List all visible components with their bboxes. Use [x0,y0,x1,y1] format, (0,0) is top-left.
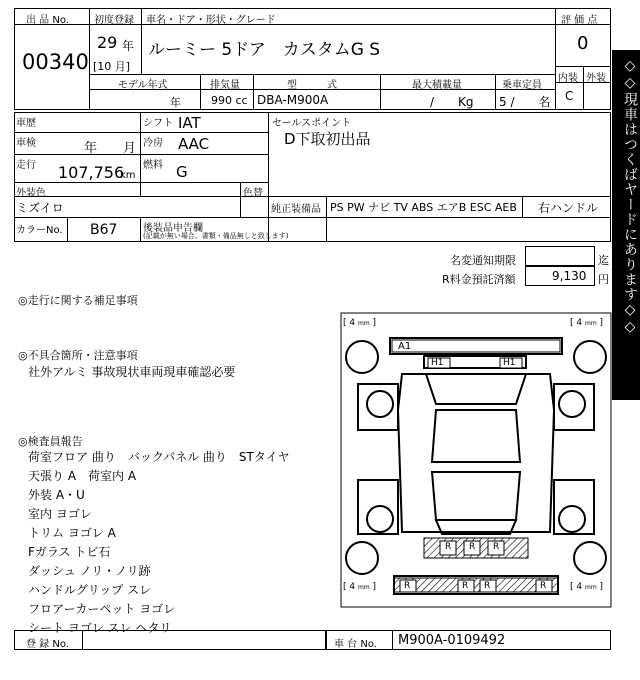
car-damage-diagram [340,312,612,608]
mark-r: R [493,542,500,552]
mark-r: R [469,542,476,552]
max-load: / Kg [430,95,474,109]
year-unit: 年 [122,39,135,53]
sales-point-label: セールスポイント [272,118,352,129]
inspector-line: Fガラス トビ石 [28,545,111,559]
tire-br-label: [ 4 mm ] [570,582,604,592]
tire-mid-left [367,391,393,417]
mark-h1-left: H1 [431,358,444,368]
lot-no: 00340 [22,50,89,74]
shift-label: シフト [143,118,173,129]
aftermarket-label: 後装品申告欄 [143,223,203,234]
mileage-label: 走行 [16,160,36,171]
interior-label: 内装 [558,73,578,84]
defects-text: 社外アルミ 事故現状車両現車確認必要 [28,365,236,379]
color-no-label: カラーNo. [16,225,63,236]
tire-bl-label: [ 4 mm ] [343,582,377,592]
tire-front-left [346,341,378,373]
capacity-label: 乗車定員 [502,80,542,91]
inspector-line: 室内 ヨゴレ [28,507,92,521]
first-reg-month: [10 月] [93,60,131,73]
steering: 右ハンドル [538,201,599,215]
recycle-amount: 9,130 [552,269,587,283]
inspector-line: 外装 A・U [28,488,85,502]
car-name-label: 車名・ドア・形状・グレード [146,15,276,26]
model-year-unit: 年 [170,96,181,109]
driving-notes-label: ◎走行に関する補足事項 [18,294,138,307]
inspection-label: 車検 [16,138,36,149]
mileage-unit: km [120,170,136,181]
interior-grade: C [565,89,574,103]
tire-rear-right [559,506,585,532]
score-value: 0 [577,33,589,54]
model-code-label: 型 式 [287,80,337,91]
damage-zone-bottom [394,578,558,592]
ext-color-label: 外装色 [16,188,46,199]
recycle-label: R料金預託済額 [442,273,516,286]
tire-tr-value: 4 [576,318,583,328]
inspection: 年 月 [84,141,137,156]
inspector-label: ◎検査員報告 [18,435,83,448]
mark-r: R [404,581,411,591]
chassis-no: M900A-0109492 [398,633,506,648]
mark-r: R [540,581,547,591]
lot-no-label: 出 品 No. [26,15,69,26]
mark-r: R [445,542,452,552]
score-label: 評 価 点 [561,15,598,26]
sales-point: D下取初出品 [284,130,371,148]
tire-mid-right [559,391,585,417]
recycle-unit: 円 [598,273,609,286]
color-change-label: 色替 [243,188,263,199]
mark-h1-right: H1 [503,358,516,368]
mark-a1: A1 [398,341,412,352]
title-change-unit: 迄 [598,254,609,267]
tire-bottom-left [346,542,378,574]
inspector-line: シート ヨゴレ スレ ヘタリ [28,621,172,635]
genuine-equip: PS PW ナビ TV ABS エアB ESC AEB [330,201,517,214]
defects-label: ◎不具合箇所・注意事項 [18,349,138,362]
first-reg-year: 29 [97,33,118,52]
ext-color: ミズイロ [16,201,64,215]
fuel-label: 燃料 [143,160,163,171]
first-reg-label: 初度登録 [94,15,134,26]
title-change-label: 名変通知期限 [450,254,516,267]
shift: IAT [178,114,201,132]
location-sidebar-text: ◇◇現車はつくばヤードにあります◇◇ [622,58,638,336]
color-no: B67 [90,222,118,238]
history-label: 車歴 [16,118,36,129]
ac-label: 冷房 [143,138,163,149]
inspector-line: ハンドルグリップ スレ [28,583,152,597]
reg-no-label: 登 録 No. [26,639,69,650]
inspector-line: 天張り A 荷室内 A [28,469,137,483]
tire-tr-label: [ 4 mm ] [570,318,604,328]
tire-bl-value: 4 [349,582,356,592]
capacity: 5 / 名 [499,95,551,109]
displacement-label: 排気量 [210,80,240,91]
fuel: G [176,163,188,181]
tire-rear-left [367,506,393,532]
exterior-label: 外装 [586,73,606,84]
ac: AAC [178,135,210,153]
title-change-box [525,246,595,266]
inspector-line: フロアーカーペット ヨゴレ [28,602,176,616]
inspector-line: 荷室フロア 曲り バックパネル 曲り STタイヤ [28,450,290,464]
tire-bottom-right [574,542,606,574]
car-name: ルーミー 5ドア カスタムG S [148,40,381,60]
chassis-label: 車 台 No. [334,639,377,650]
displacement: 990 cc [211,94,248,107]
tire-front-right [574,341,606,373]
inspector-line: トリム ヨゴレ A [28,526,116,540]
damage-zone-a1 [392,340,560,352]
tire-tl-label: [ 4 mm ] [343,318,377,328]
aftermarket-note: (記載が無い場合、書類・備品無しと致します) [143,232,289,240]
tire-tl-value: 4 [349,318,356,328]
inspector-line: ダッシュ ノリ・ノリ跡 [28,564,151,578]
mileage: 107,756 [58,163,125,182]
model-code: DBA-M900A [257,93,329,107]
tire-br-value: 4 [576,582,583,592]
mark-r: R [462,581,469,591]
mark-r: R [484,581,491,591]
model-year-label: モデル年式 [118,80,168,91]
max-load-label: 最大積載量 [412,80,462,91]
genuine-equip-label: 純正装備品 [271,204,321,215]
